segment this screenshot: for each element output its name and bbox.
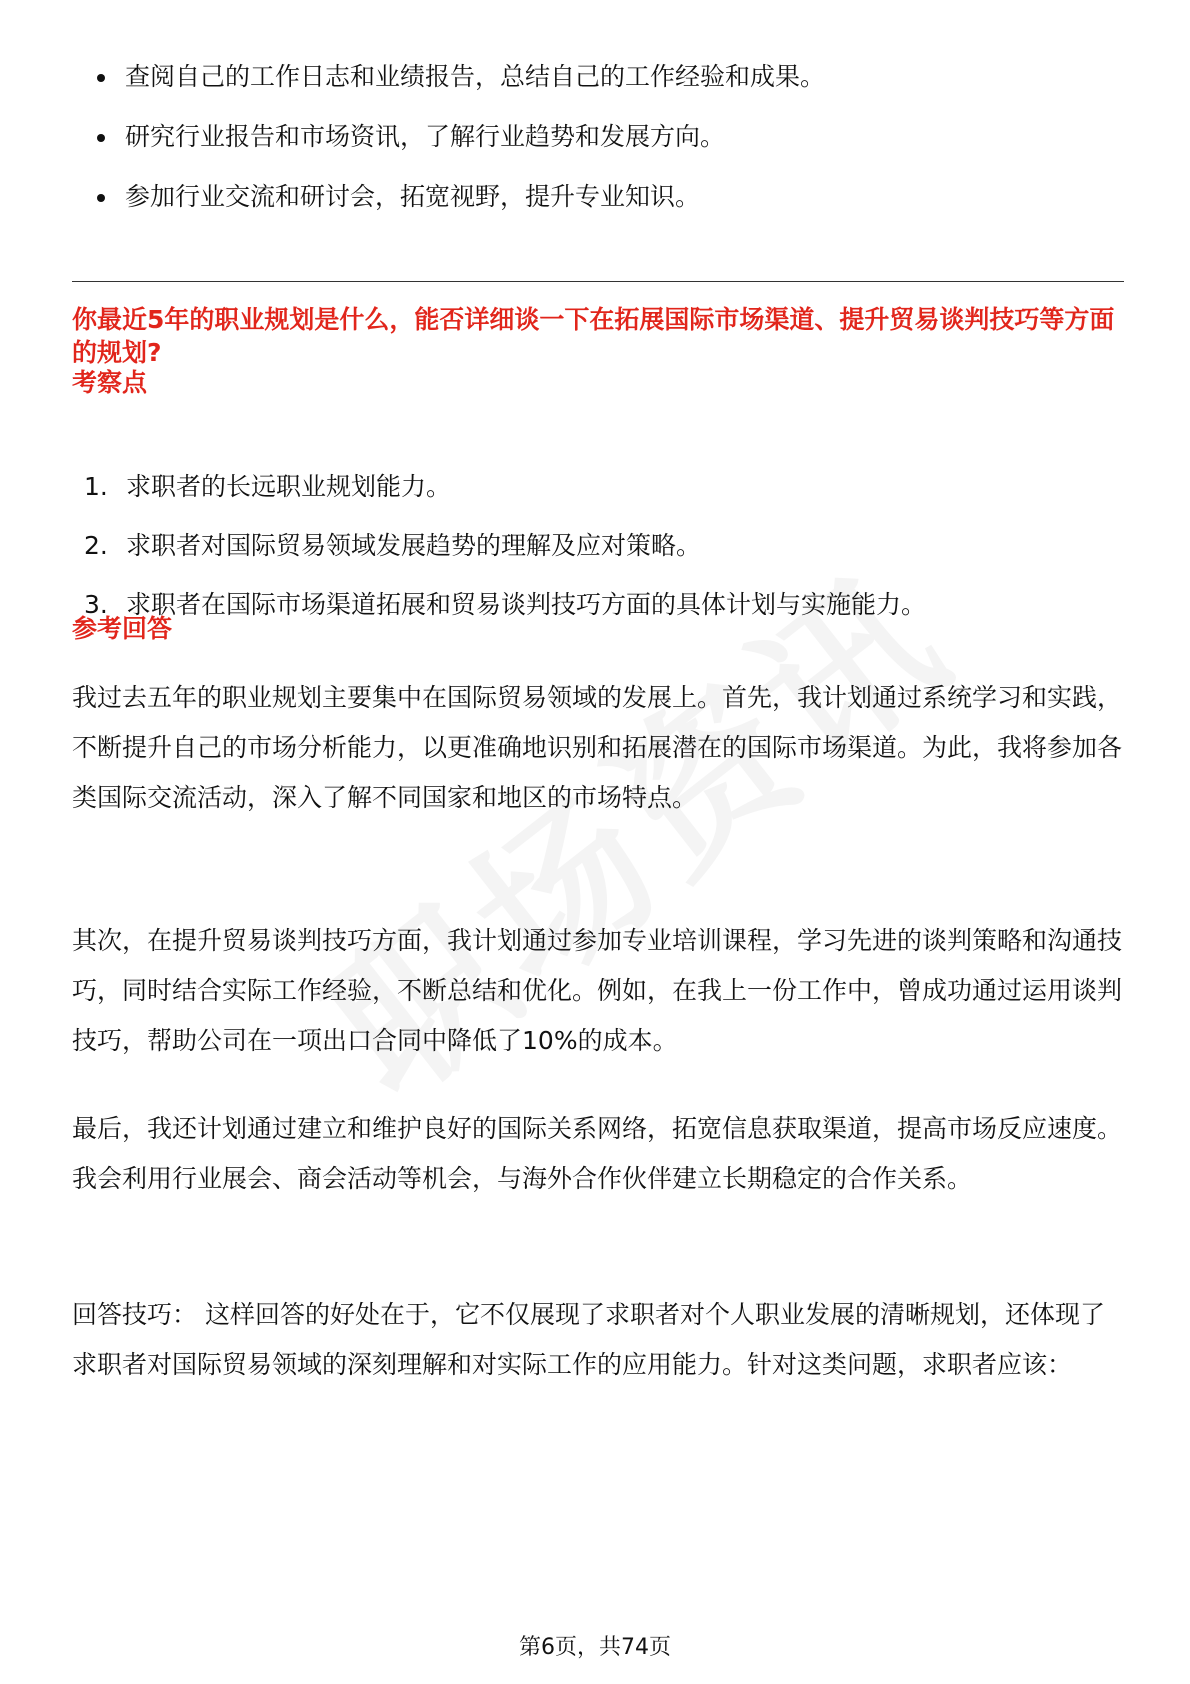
item-text: 求职者的长远职业规划能力。: [126, 472, 452, 501]
list-item: [95, 122, 825, 182]
list-item: [95, 62, 825, 122]
answer-paragraph-2: 其次，在提升贸易谈判技巧方面，我计划通过参加专业培训课程，学习先进的谈判策略和沟通技巧，同时结合实际工作经验，不断总结和优化。例如，在我上一份工作中，曾成功通过运用谈判技巧，帮助公司在一项出口合同中降低了10%的成本。: [72, 926, 1123, 1055]
item-number: 3.: [84, 590, 108, 619]
answer-tips-paragraph: 回答技巧： 这样回答的好处在于，它不仅展现了求职者对个人职业发展的清晰规划，还体现了求职者对国际贸易领域的深刻理解和对实际工作的应用能力。针对这类问题，求职者应该：: [72, 1300, 1105, 1379]
item-number: 2.: [84, 531, 108, 560]
bullet-text: 参加行业交流和研讨会，拓宽视野，提升专业知识。: [125, 182, 701, 211]
answer-paragraph-3: 最后，我还计划通过建立和维护良好的国际关系网络，拓宽信息获取渠道，提高市场反应速度。我会利用行业展会、商会活动等机会，与海外合作伙伴建立长期稳定的合作关系。: [72, 1114, 1123, 1193]
section-divider: [72, 281, 1124, 282]
top-bullet-list: [95, 62, 825, 242]
question-heading: 你最近5年的职业规划是什么，能否详细谈一下在拓展国际市场渠道、提升贸易谈判技巧等方面的规划?: [72, 305, 1115, 367]
bullet-icon: [97, 134, 105, 142]
list-item: [72, 590, 926, 649]
item-number: 1.: [84, 472, 108, 501]
list-item: [72, 472, 926, 531]
list-item: [95, 182, 825, 242]
answer-paragraph-1: 我过去五年的职业规划主要集中在国际贸易领域的发展上。首先，我计划通过系统学习和实践，不断提升自己的市场分析能力，以更准确地识别和拓展潜在的国际市场渠道。为此，我将参加各类国际交流活动，深入了解不同国家和地区的市场特点。: [72, 683, 1123, 812]
exam-points-heading: 考察点: [72, 368, 148, 397]
reference-answer-heading: 参考回答: [72, 614, 173, 643]
list-item: [72, 531, 926, 590]
item-text: 求职者在国际市场渠道拓展和贸易谈判技巧方面的具体计划与实施能力。: [126, 590, 927, 619]
bullet-icon: [97, 74, 105, 82]
bullet-text: 研究行业报告和市场资讯，了解行业趋势和发展方向。: [125, 122, 726, 151]
bullet-icon: [97, 194, 105, 202]
bullet-text: 查阅自己的工作日志和业绩报告，总结自己的工作经验和成果。: [125, 62, 826, 91]
item-text: 求职者对国际贸易领域发展趋势的理解及应对策略。: [126, 531, 702, 560]
page-number: 第6页，共74页: [519, 1635, 671, 1660]
exam-points-list: [72, 472, 926, 649]
